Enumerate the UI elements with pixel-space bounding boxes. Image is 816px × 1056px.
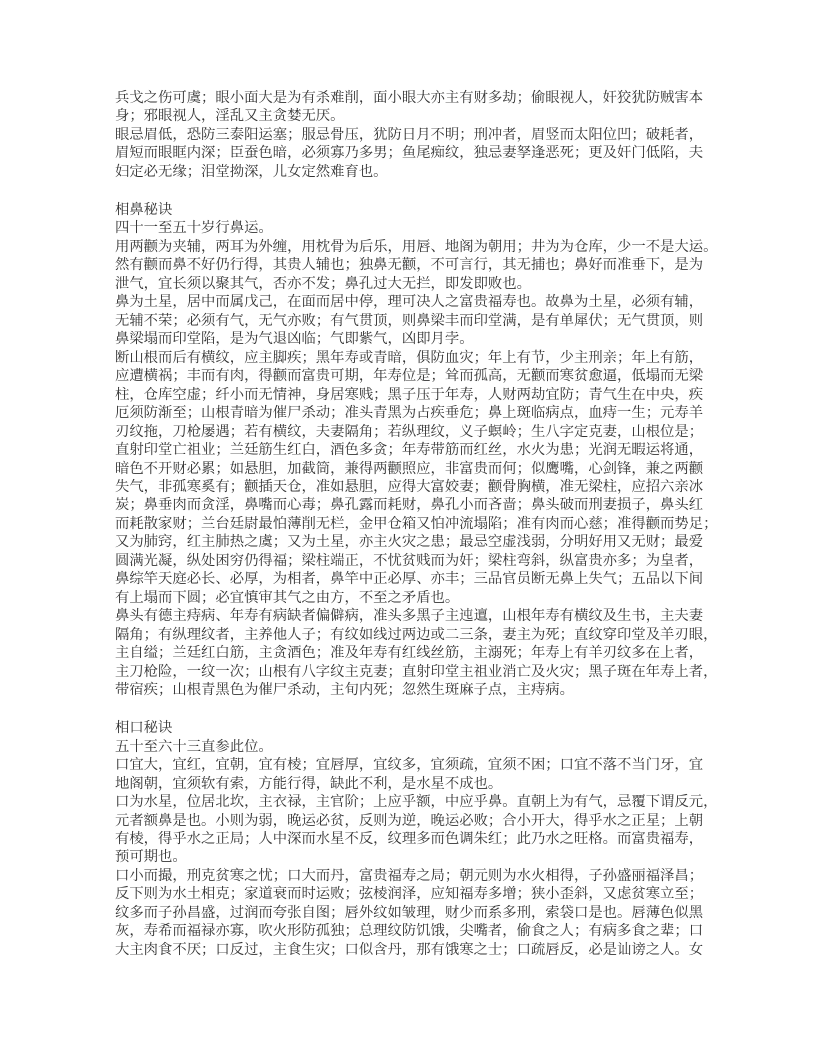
text-line: 直射印堂亡祖业；兰廷筋生红白，酒色多贪；年寿带筋而红丝，水火为患；光润无暇运将通，: [115, 442, 704, 459]
section-spacer: [115, 700, 709, 720]
text-line: 鼻为土星，居中而属戊己，在面而居中停，理可决人之富贵福寿也。故鼻为土星，必须有辅，: [115, 294, 704, 311]
text-line: 主自缢；兰廷红白筋，主贪酒色；准及年寿有红线丝筋，主溺死；年寿上有羊刃纹多在上者，: [115, 645, 704, 662]
text-line: 有上塌而下圆；必宜慎审其气之由方，不至之矛盾也。: [115, 589, 460, 606]
eye-reading-paragraph-2: [115, 126, 709, 181]
text-line: 主刀枪险，一纹一次；山根有八字纹主克妻；直射印堂主祖业消亡及火灾；黑子斑在年寿上者，: [115, 663, 718, 680]
text-line: 眼忌眉低，恐防三泰阳运塞；服忌骨压，犹防日月不明；刑冲者，眉竖而太阳位凹；破耗者，: [115, 126, 704, 143]
text-line: 有棱，得乎水之正局；人中深而水星不反，纹理多而色调朱红；此乃水之旺格。而富贵福寿，: [115, 831, 704, 847]
text-line: 地阁朝，宜须软有索，方能行得，缺此不利，是水星不成也。: [115, 775, 503, 792]
text-line: 纹多而子孙昌盛，过润而夸张自图；唇外纹如皱理，财少而系多刑，索袋口是也。唇薄色似黑: [115, 904, 704, 921]
mouth-section-heading: 相口秘诀: [115, 720, 173, 737]
text-line: 反下则为水土相克；家道衰而时运败；弦棱润泽，应知福寿多增；狭小歪斜，又虑贫寒立至；: [115, 886, 704, 903]
nose-section-heading: 相鼻秘诀: [115, 201, 173, 218]
text-line: 无辅不荣；必须有气，无气亦败；有气贯顶，则鼻梁丰而印堂满，是有单犀伏；无气贯顶，则: [115, 312, 704, 329]
text-line: 眉短而眼眶内深；臣蚕色暗，必须寡乃多男；鱼尾痴纹，独忌妻孥逢恶死；更及奸门低陷，夫: [115, 145, 704, 162]
text-line: 口为水星，位居北坎，主衣禄，主官阶；上应乎额，中应乎鼻。直朝上为有气，忌覆下谓反元，: [115, 794, 718, 811]
mouth-paragraph-3: [115, 867, 709, 959]
text-line: 妇定必无缘；泪堂拗深，儿女定然难育也。: [115, 163, 388, 180]
text-line: 预可期也。: [115, 849, 187, 866]
nose-paragraph-3: [115, 349, 718, 608]
mouth-paragraph-2: [115, 793, 718, 867]
text-line: 兵戈之伤可虞；眼小面大是为有杀难削，面小眼大亦主有财多劫；偷眼视人，奸狡犹防贼害本: [115, 90, 704, 106]
text-line: 应遭横祸；丰而有肉，得颧而富贵可期，年寿位是；耸而孤高，无颧而寒贫愈逼，低塌而无梁: [115, 368, 704, 385]
text-line: 厄须防渐至；山根青暗为催尸杀动；准头青黑为占疾垂危；鼻上斑临病点，血痔一生；元寿羊: [115, 405, 704, 422]
mouth-section-subtitle: [115, 738, 709, 756]
text-line: 元者额鼻是也。小则为弱，晚运必贫，反则为逆，晚运必败；合小开大，得乎水之正星；上朝: [115, 812, 704, 829]
nose-paragraph-2: [115, 293, 709, 348]
text-line: 身；邪眼视人，淫乱又主贪婪无厌。: [115, 108, 345, 125]
text-line: 口宜大，宜红，宜朝，宜有棱；宜唇厚，宜纹多，宜须疏，宜须不困；口宜不落不当门牙，宜: [115, 757, 704, 774]
text-line: 灰，寿希而福禄亦寡，吹火形防孤独；总理纹防饥饿，尖嘴者，偷食之人；有病多食之辈；口: [115, 923, 704, 940]
text-line: 口小而撮，刑克贫寒之忧；口大而丹，富贵福寿之局；朝元则为水火相得，子孙盛丽福泽昌；: [115, 867, 704, 884]
text-line: 刃纹拖，刀枪屡遇；若有横纹，夫妻隔角；若纵理纹，义子螟岭；生八字定克妻，山根位是；: [115, 423, 704, 440]
text-line: 隔角；有纵理纹者，主养他人子；有纹如线过两边或二三条，妻主为死；直纹穿印堂及羊刃眼，: [115, 626, 718, 643]
text-line: 炭；鼻垂肉而贪淫，鼻嘴而心毒；鼻孔露而耗财，鼻孔小而吝啬；鼻头破而刑妻损子，鼻头红: [115, 497, 704, 514]
mouth-paragraph-1: [115, 756, 709, 793]
text-line: 又为肺窍，红主肺热之虞；又为土星，亦主火灾之患；最忌空虚浅弱，分明好用又无财；最爱: [115, 534, 704, 551]
text-line: 带宿疾；山根青黑色为催尸杀动，主旬内死；忽然生斑麻子点，主痔病。: [115, 682, 574, 699]
text-line: 大主肉食不厌；口反过，主食生灾；口似含丹，那有饿寒之士；口疏唇反，必是讪谤之人。女: [115, 941, 704, 958]
nose-paragraph-4: [115, 607, 718, 699]
text-line: 然有颧而鼻不好仍行得，其贵人辅也；独鼻无颧，不可言行，其无捕也；鼻好而准垂下，是为: [115, 257, 704, 274]
text-line: 鼻综竿天庭必长、必厚，为相者，鼻竿中正必厚、亦丰；三品官员断无鼻上失气；五品以下间: [115, 571, 704, 588]
text-line: 暗色不开财必累；如悬胆，加截筒，兼得两颧照应，非富贵而何；似鹰嘴，心剑锋，兼之两颧: [115, 460, 704, 477]
text-line: 断山根而后有横纹，应主脚疾；黑年寿或青暗，俱防血灾；年上有节，少主刑亲；年上有筋，: [115, 349, 704, 366]
text-line: 鼻梁塌而印堂陷，是为气退凶临；气即紫气，凶即月孛。: [115, 331, 474, 348]
text-line: 四十一至五十岁行鼻运。: [115, 220, 273, 237]
text-line: 鼻头有德主痔病、年寿有病缺者偏僻病，准头多黑子主迍邅，山根年寿有横纹及生书，主夫妻: [115, 608, 704, 625]
section-spacer: [115, 181, 709, 201]
text-line: 泄气，宜长须以聚其气，否亦不发；鼻孔过大无拦，即发即败也。: [115, 275, 531, 292]
text-line: 柱，仓库空虚；纤小而无情神，身居寒贱；黑子压于年寿，人财两劫宜防；青气生在中央，疾: [115, 386, 704, 403]
text-line: 用两颧为夹辅，两耳为外缠，用枕骨为后乐，用唇、地阁为朝用；井为为仓库，少一不是大运。: [115, 238, 718, 255]
text-line: 失气，非孤寒奚有；颧插天仓，准如悬胆，应得大富姣妻；颧骨胸横，准无梁柱，应招六亲冰: [115, 478, 704, 495]
text-line: 而耗散家财；兰台廷尉最怕薄削无栏，金甲仓箱又怕冲流塌陷；准有肉而心慈；准得颧而势足；: [115, 515, 718, 532]
eye-reading-paragraph-1: [115, 89, 709, 126]
text-line: 圆满光凝，纵处困穷仍得福；梁柱端正，不忧贫贱而为奸；梁柱弯斜，纵富贵亦多；为皇者，: [115, 552, 704, 569]
text-content: [115, 89, 718, 959]
nose-paragraph-1: [115, 238, 718, 293]
text-line: 五十至六十三直参此位。: [115, 738, 273, 755]
nose-section-subtitle: [115, 219, 709, 237]
